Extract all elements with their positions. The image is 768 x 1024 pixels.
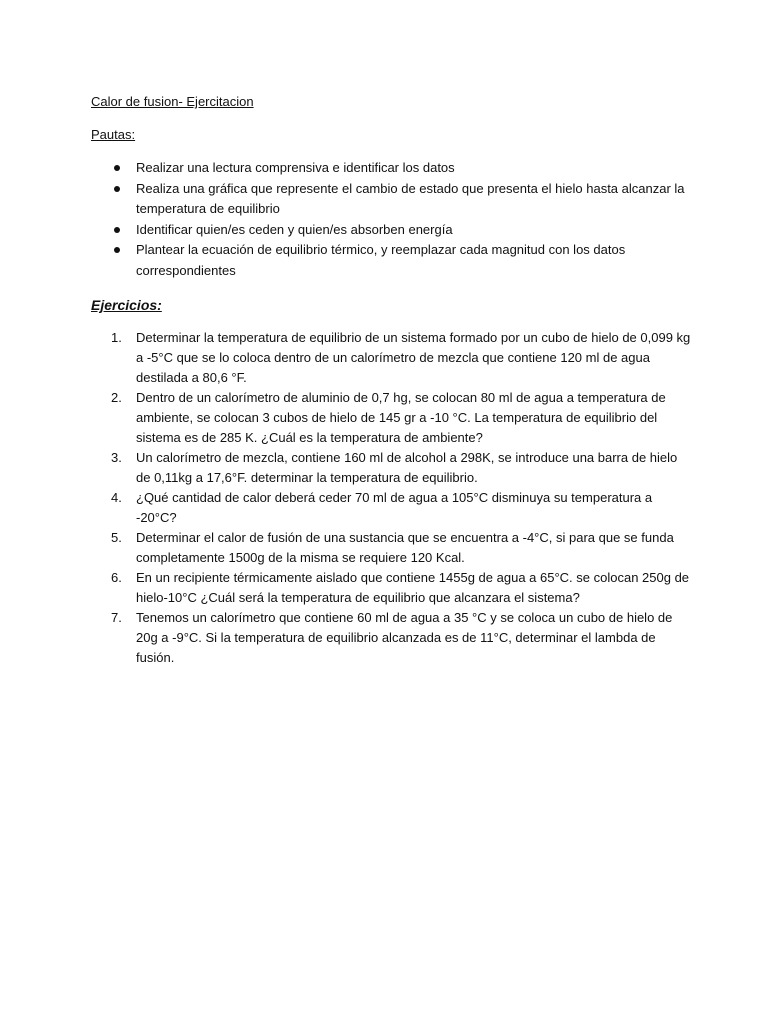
exercise-item (91, 528, 691, 568)
exercise-item (91, 608, 691, 668)
guideline-text: Identificar quien/es ceden y quien/es absorben energía (136, 221, 453, 237)
exercise-item (91, 388, 691, 448)
document-title: Calor de fusion- Ejercitacion (91, 94, 254, 109)
exercise-number: 7. (111, 610, 122, 625)
guidelines-list (91, 158, 691, 281)
guideline-text: Plantear la ecuación de equilibrio térmico, y reemplazar cada magnitud con los datos correspondientes (136, 242, 626, 278)
guideline-text: Realiza una gráfica que represente el cambio de estado que presenta el hielo hasta alcanzar la temperatura de equilibrio (136, 180, 685, 216)
exercises-list (91, 328, 691, 668)
exercise-text: Dentro de un calorímetro de aluminio de 0,7 hg, se colocan 80 ml de agua a temperatura de ambiente, se colocan 3 cubos de hielo de 145 gr a -10 °C. La temperatura de equilibrio del sistema es de 285 K. ¿Cuál es la temperatura de ambiente? (136, 390, 666, 445)
exercise-text: Determinar la temperatura de equilibrio de un sistema formado por un cubo de hielo de 0,099 kg a -5°C que se lo coloca dentro de un calorímetro de mezcla que contiene 120 ml de agua destilada a 80,6 °F. (136, 330, 691, 385)
bullet-icon (114, 186, 120, 192)
exercise-item (91, 488, 691, 528)
exercise-text: ¿Qué cantidad de calor deberá ceder 70 ml de agua a 105°C disminuya su temperatura a -20°C? (136, 490, 653, 525)
exercise-text: Un calorímetro de mezcla, contiene 160 ml de alcohol a 298K, se introduce una barra de hielo de 0,11kg a 17,6°F. determinar la temperatura de equilibrio. (136, 450, 678, 485)
exercise-number: 6. (111, 570, 122, 585)
exercise-number: 1. (111, 330, 122, 345)
guideline-text: Realizar una lectura comprensiva e identificar los datos (136, 160, 455, 175)
exercise-number: 3. (111, 450, 122, 465)
exercise-text: Tenemos un calorímetro que contiene 60 ml de agua a 35 °C y se coloca un cubo de hielo de 20g a -9°C. Si la temperatura de equilibrio alcanzada es de 11°C, determinar el lambda de fusión. (136, 610, 673, 665)
guideline-item (91, 240, 691, 281)
bullet-icon (114, 227, 120, 233)
exercise-number: 2. (111, 390, 122, 405)
exercise-text: En un recipiente térmicamente aislado que contiene 1455g de agua a 65°C. se colocan 250g de hielo-10°C ¿Cuál será la temperatura de equilibrio que alcanzara el sistema? (136, 570, 690, 605)
bullet-icon (114, 247, 120, 253)
guideline-item (91, 220, 691, 241)
exercises-heading: Ejercicios: (91, 297, 162, 313)
exercise-number: 4. (111, 490, 122, 505)
guideline-item (91, 158, 691, 179)
guidelines-heading: Pautas: (91, 127, 136, 142)
exercise-item (91, 328, 691, 388)
exercise-number: 5. (111, 530, 122, 545)
guideline-item (91, 179, 691, 220)
bullet-icon (114, 165, 120, 171)
exercise-item (91, 568, 691, 608)
exercise-item (91, 448, 691, 488)
exercise-text: Determinar el calor de fusión de una sustancia que se encuentra a -4°C, si para que se funda completamente 1500g de la misma se requiere 120 Kcal. (136, 530, 674, 565)
